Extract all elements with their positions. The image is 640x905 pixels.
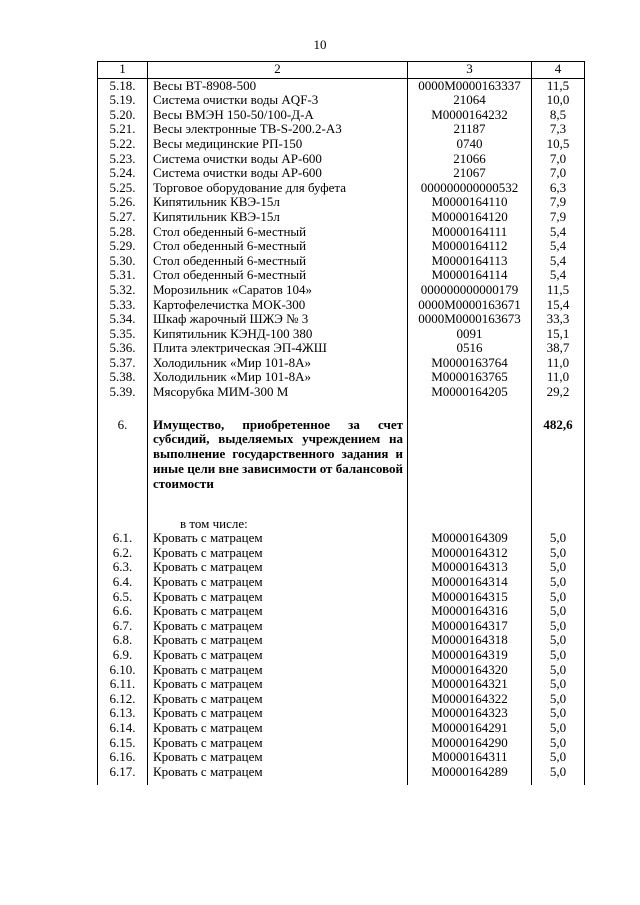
- inventory-code: М0000164318: [408, 633, 532, 648]
- table-body-section-6: [98, 400, 585, 532]
- table-row: [98, 181, 585, 196]
- page-number: 10: [313, 37, 327, 52]
- item-value: 7,0: [532, 152, 585, 167]
- inventory-code: 21067: [408, 166, 532, 181]
- row-number: 5.27.: [98, 210, 148, 225]
- row-number: 5.36.: [98, 341, 148, 356]
- inventory-code: М0000164120: [408, 210, 532, 225]
- table-row: [98, 122, 585, 137]
- table-row: [98, 78, 585, 93]
- inventory-code: М0000164205: [408, 385, 532, 400]
- item-name: Кровать с матрацем: [148, 648, 408, 663]
- inventory-code: 0000М0000163673: [408, 312, 532, 327]
- row-number: 5.28.: [98, 225, 148, 240]
- inventory-code: 0000М0000163337: [408, 78, 532, 93]
- table-row: [98, 137, 585, 152]
- inventory-code: М0000164314: [408, 575, 532, 590]
- col-header-1: 1: [98, 62, 148, 79]
- inventory-code: М0000163764: [408, 356, 532, 371]
- row-number: 5.19.: [98, 93, 148, 108]
- inventory-code: М0000164317: [408, 619, 532, 634]
- item-name: Кипятильник КВЭ-15л: [148, 210, 408, 225]
- inventory-code: М0000164313: [408, 560, 532, 575]
- row-number: 5.31.: [98, 268, 148, 283]
- item-value: 5,0: [532, 648, 585, 663]
- table-row: [98, 633, 585, 648]
- row-number: 6.13.: [98, 706, 148, 721]
- inventory-code: 0740: [408, 137, 532, 152]
- section-6-row: [98, 400, 585, 492]
- section-6-title: Имущество, приобретенное за счет субсидий, выделяемых учреждением на выполнение государственного задания и иные цели вне зависимости от балансовой стоимости: [153, 416, 403, 491]
- section-6-number: 6.: [98, 400, 148, 492]
- inventory-code: М0000164316: [408, 604, 532, 619]
- item-name: Торговое оборудование для буфета: [148, 181, 408, 196]
- item-name: Стол обеденный 6-местный: [148, 225, 408, 240]
- table-row: [98, 195, 585, 210]
- table-row: [98, 619, 585, 634]
- inventory-code: 0516: [408, 341, 532, 356]
- subheading-row: [98, 492, 585, 532]
- table-row: [98, 327, 585, 342]
- table-row: [98, 575, 585, 590]
- item-value: 8,5: [532, 108, 585, 123]
- item-name: Весы ВМЭН 150-50/100-Д-А: [148, 108, 408, 123]
- inventory-code: М0000164291: [408, 721, 532, 736]
- item-value: 5,0: [532, 590, 585, 605]
- inventory-code: М0000164309: [408, 531, 532, 546]
- table-row: [98, 648, 585, 663]
- table-header: [98, 62, 585, 79]
- item-name: Кровать с матрацем: [148, 765, 408, 780]
- inventory-code: 21064: [408, 93, 532, 108]
- row-number: 6.6.: [98, 604, 148, 619]
- table-row: [98, 152, 585, 167]
- row-number: 5.26.: [98, 195, 148, 210]
- row-number: 6.17.: [98, 765, 148, 780]
- row-number: 5.38.: [98, 370, 148, 385]
- table-row: [98, 298, 585, 313]
- row-number: 5.39.: [98, 385, 148, 400]
- item-name: Кровать с матрацем: [148, 721, 408, 736]
- row-number: 6.2.: [98, 546, 148, 561]
- item-name: Холодильник «Мир 101-8А»: [148, 356, 408, 371]
- inventory-code: 21066: [408, 152, 532, 167]
- item-value: 5,0: [532, 750, 585, 765]
- table-row: [98, 356, 585, 371]
- row-number: 6.16.: [98, 750, 148, 765]
- section-6-value: 482,6: [532, 400, 585, 492]
- row-number: 6.5.: [98, 590, 148, 605]
- item-name: Холодильник «Мир 101-8А»: [148, 370, 408, 385]
- row-number: 5.23.: [98, 152, 148, 167]
- table-row: [98, 604, 585, 619]
- table-row: [98, 225, 585, 240]
- inventory-code: 0091: [408, 327, 532, 342]
- item-value: 5,0: [532, 706, 585, 721]
- table-row: [98, 765, 585, 780]
- item-value: 5,0: [532, 663, 585, 678]
- inventory-code: М0000164322: [408, 692, 532, 707]
- subheading-text: в том числе:: [148, 492, 408, 532]
- table-row: [98, 239, 585, 254]
- item-value: 5,0: [532, 765, 585, 780]
- inventory-code: М0000164319: [408, 648, 532, 663]
- row-number: 6.15.: [98, 736, 148, 751]
- item-name: Весы ВТ-8908-500: [148, 78, 408, 93]
- row-number: 6.10.: [98, 663, 148, 678]
- inventory-code: М0000164112: [408, 239, 532, 254]
- row-number: 6.14.: [98, 721, 148, 736]
- table-row: [98, 254, 585, 269]
- row-number: 5.25.: [98, 181, 148, 196]
- table-row: [98, 385, 585, 400]
- row-number: 5.32.: [98, 283, 148, 298]
- table-body-section-5: [98, 78, 585, 400]
- table-row: [98, 663, 585, 678]
- inventory-code: 000000000000179: [408, 283, 532, 298]
- item-name: Морозильник «Саратов 104»: [148, 283, 408, 298]
- table-row: [98, 93, 585, 108]
- row-number: 5.18.: [98, 78, 148, 93]
- item-name: Весы электронные ТВ-S-200.2-А3: [148, 122, 408, 137]
- item-name: Кровать с матрацем: [148, 677, 408, 692]
- table-row: [98, 268, 585, 283]
- item-value: 10,5: [532, 137, 585, 152]
- item-name: Кипятильник КВЭ-15л: [148, 195, 408, 210]
- section-6-title-cell: [148, 400, 408, 492]
- item-name: Стол обеденный 6-местный: [148, 268, 408, 283]
- table-tail: [98, 779, 585, 785]
- item-name: Кровать с матрацем: [148, 750, 408, 765]
- item-value: 7,0: [532, 166, 585, 181]
- section-6-code-cell: [408, 400, 532, 492]
- item-value: 5,0: [532, 604, 585, 619]
- table-row: [98, 677, 585, 692]
- inventory-code: 21187: [408, 122, 532, 137]
- table-row: [98, 750, 585, 765]
- item-value: 6,3: [532, 181, 585, 196]
- item-value: 5,4: [532, 268, 585, 283]
- item-name: Кровать с матрацем: [148, 546, 408, 561]
- item-value: 7,9: [532, 210, 585, 225]
- row-number: 6.11.: [98, 677, 148, 692]
- item-name: Кровать с матрацем: [148, 619, 408, 634]
- item-name: Кровать с матрацем: [148, 736, 408, 751]
- item-name: Стол обеденный 6-местный: [148, 239, 408, 254]
- item-name: Кипятильник КЭНД-100 380: [148, 327, 408, 342]
- item-name: Кровать с матрацем: [148, 560, 408, 575]
- header-row: [98, 62, 585, 79]
- item-name: Кровать с матрацем: [148, 604, 408, 619]
- item-value: 5,4: [532, 225, 585, 240]
- item-value: 5,0: [532, 692, 585, 707]
- row-number: 5.34.: [98, 312, 148, 327]
- item-name: Кровать с матрацем: [148, 633, 408, 648]
- table-row: [98, 531, 585, 546]
- row-number: 6.9.: [98, 648, 148, 663]
- item-name: Стол обеденный 6-местный: [148, 254, 408, 269]
- table-row: [98, 312, 585, 327]
- table-row: [98, 736, 585, 751]
- item-value: 5,0: [532, 575, 585, 590]
- col-header-4: 4: [532, 62, 585, 79]
- item-name: Кровать с матрацем: [148, 575, 408, 590]
- table-row: [98, 210, 585, 225]
- row-number: 6.4.: [98, 575, 148, 590]
- inventory-code: М0000164323: [408, 706, 532, 721]
- table-row: [98, 166, 585, 181]
- item-name: Картофелечистка МОК-300: [148, 298, 408, 313]
- table-row: [98, 108, 585, 123]
- inventory-code: М0000164114: [408, 268, 532, 283]
- col-header-3: 3: [408, 62, 532, 79]
- row-number: 5.20.: [98, 108, 148, 123]
- item-value: 15,4: [532, 298, 585, 313]
- item-name: Система очистки воды АР-600: [148, 152, 408, 167]
- item-value: 5,0: [532, 633, 585, 648]
- table-row: [98, 560, 585, 575]
- inventory-code: М0000164321: [408, 677, 532, 692]
- item-value: 15,1: [532, 327, 585, 342]
- row-number: 6.12.: [98, 692, 148, 707]
- table-body-section-6-items: [98, 531, 585, 779]
- table-row: [98, 341, 585, 356]
- inventory-code: 0000М0000163671: [408, 298, 532, 313]
- item-value: 33,3: [532, 312, 585, 327]
- inventory-code: М0000164320: [408, 663, 532, 678]
- item-name: Кровать с матрацем: [148, 706, 408, 721]
- table-row: [98, 370, 585, 385]
- table-row: [98, 721, 585, 736]
- table-row: [98, 692, 585, 707]
- item-value: 5,4: [532, 254, 585, 269]
- inventory-code: М0000164111: [408, 225, 532, 240]
- row-number: 6.1.: [98, 531, 148, 546]
- item-value: 11,5: [532, 283, 585, 298]
- inventory-code: М0000164311: [408, 750, 532, 765]
- item-value: 7,9: [532, 195, 585, 210]
- table-tail-row: [98, 779, 585, 785]
- row-number: 6.3.: [98, 560, 148, 575]
- row-number: 5.22.: [98, 137, 148, 152]
- inventory-code: М0000164315: [408, 590, 532, 605]
- item-value: 7,3: [532, 122, 585, 137]
- item-value: 29,2: [532, 385, 585, 400]
- row-number: 6.8.: [98, 633, 148, 648]
- row-number: 5.29.: [98, 239, 148, 254]
- table-row: [98, 283, 585, 298]
- table-row: [98, 706, 585, 721]
- item-name: Шкаф жарочный ШЖЭ № 3: [148, 312, 408, 327]
- item-value: 5,0: [532, 560, 585, 575]
- item-name: Кровать с матрацем: [148, 531, 408, 546]
- row-number: 5.33.: [98, 298, 148, 313]
- item-name: Мясорубка МИМ-300 М: [148, 385, 408, 400]
- item-value: 5,4: [532, 239, 585, 254]
- inventory-code: М0000164312: [408, 546, 532, 561]
- property-table: [97, 61, 585, 785]
- item-name: Система очистки воды АР-600: [148, 166, 408, 181]
- item-name: Весы медицинские РП-150: [148, 137, 408, 152]
- table-row: [98, 590, 585, 605]
- item-value: 11,0: [532, 370, 585, 385]
- item-value: 5,0: [532, 677, 585, 692]
- item-value: 11,5: [532, 78, 585, 93]
- row-number: 5.30.: [98, 254, 148, 269]
- inventory-code: М0000164110: [408, 195, 532, 210]
- item-value: 5,0: [532, 531, 585, 546]
- item-value: 5,0: [532, 736, 585, 751]
- inventory-code: М0000164113: [408, 254, 532, 269]
- inventory-code: М0000163765: [408, 370, 532, 385]
- item-value: 10,0: [532, 93, 585, 108]
- item-name: Кровать с матрацем: [148, 663, 408, 678]
- inventory-code: М0000164290: [408, 736, 532, 751]
- inventory-code: М0000164289: [408, 765, 532, 780]
- row-number: 5.24.: [98, 166, 148, 181]
- inventory-code: 000000000000532: [408, 181, 532, 196]
- item-value: 11,0: [532, 356, 585, 371]
- item-value: 38,7: [532, 341, 585, 356]
- item-name: Кровать с матрацем: [148, 590, 408, 605]
- table-row: [98, 546, 585, 561]
- row-number: 5.37.: [98, 356, 148, 371]
- col-header-2: 2: [148, 62, 408, 79]
- item-name: Кровать с матрацем: [148, 692, 408, 707]
- inventory-code: М0000164232: [408, 108, 532, 123]
- item-value: 5,0: [532, 546, 585, 561]
- item-name: Плита электрическая ЭП-4ЖШ: [148, 341, 408, 356]
- row-number: 6.7.: [98, 619, 148, 634]
- item-value: 5,0: [532, 721, 585, 736]
- item-name: Система очистки воды AQF-3: [148, 93, 408, 108]
- item-value: 5,0: [532, 619, 585, 634]
- row-number: 5.35.: [98, 327, 148, 342]
- row-number: 5.21.: [98, 122, 148, 137]
